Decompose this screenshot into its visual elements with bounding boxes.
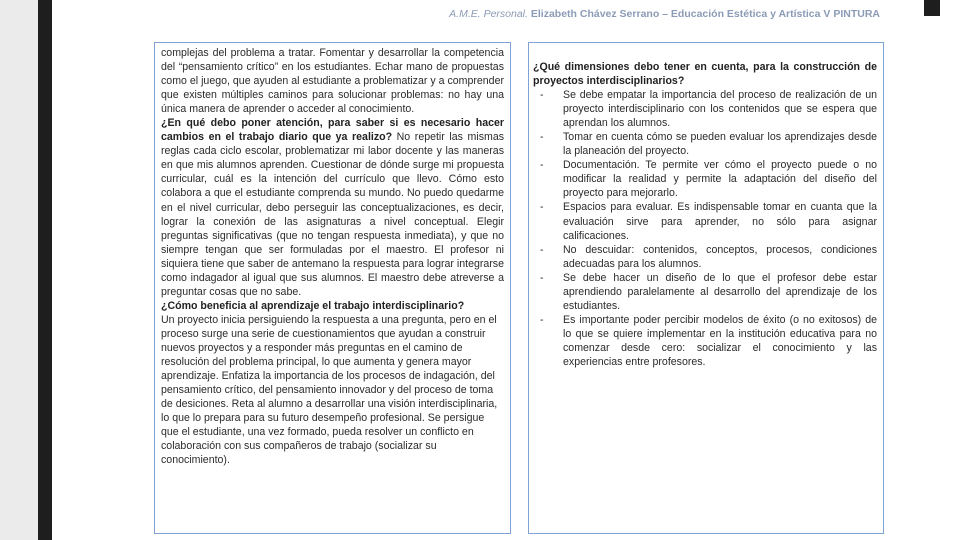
slide-left-bar — [0, 0, 38, 540]
header-author: Elizabeth Chávez Serrano – Educación Estética y Artística V PINTURA — [530, 8, 880, 20]
header-brand: A.M.E. Personal. — [449, 8, 528, 20]
bullet-dash: - — [540, 243, 544, 256]
bullet-dash: - — [540, 159, 544, 172]
list-item: - Espacios para evaluar. Es indispensable tomar en cuanta que la evaluación sirve para aprender, no sólo para asignar calificaciones. — [540, 201, 877, 242]
right-text-box — [528, 42, 884, 534]
list-item: - Se debe empatar la importancia del proceso de realización de un proyecto interdisciplinario con los contenidos que se espera que aprendan los alumnos. — [540, 89, 877, 130]
question-benefit: ¿Cómo beneficia al aprendizaje el trabajo interdisciplinario? — [161, 299, 465, 312]
list-item: - Documentación. Te permite ver cómo el proyecto puede o no modificar la realidad y permite la adaptación del diseño del proyecto para mejorarlo. — [540, 159, 877, 200]
bullet-dash: - — [540, 131, 544, 144]
list-item: - No descuidar: contenidos, conceptos, procesos, condiciones adecuadas para los alumnos. — [540, 243, 877, 270]
dimensions-list — [533, 88, 877, 369]
question-dimensions: ¿Qué dimensiones debo tener en cuenta, para la construcción de proyectos interdisciplinarios? — [533, 61, 877, 88]
slide-corner-accent — [924, 0, 940, 16]
bullet-dash: - — [540, 89, 544, 102]
left-paragraph-2 — [161, 116, 504, 299]
left-paragraph-3: Un proyecto inicia persiguiendo la respuesta a una pregunta, pero en el proceso surge una serie de cuestionamientos que ayudan a construir nuevos proyectos y a responder más preguntas en el camino de resolución del problema principal, lo que aumenta y genera mayor aprendizaje. Enfatiza la importancia de los procesos de indagación, del pensamiento crítico, del pensamiento innovador y del proceso de toma de desiciones. Reta al alumno a desarrollar una visión interdisciplinaria, lo que lo prepara para su futuro desempeño profesional. Se persigue que el estudiante, una vez formado, pueda resolver un conflicto en colaboración con sus compañeros de trabajo (socializar su conocimiento). — [161, 313, 498, 467]
slide-header — [148, 8, 880, 20]
list-item: - Se debe hacer un diseño de lo que el profesor debe estar aprendiendo paralelamente al desarrollo del aprendizaje de los estudiantes. — [540, 271, 877, 312]
list-item: - Tomar en cuenta cómo se pueden evaluar los aprendizajes desde la planeación del proyecto. — [540, 131, 877, 158]
bullet-dash: - — [540, 271, 544, 284]
slide-left-dark-stripe — [38, 0, 52, 540]
left-text-box — [154, 42, 511, 534]
bullet-dash: - — [540, 201, 544, 214]
list-item: - Es importante poder percibir modelos de éxito (o no exitosos) de lo que se quiere implementar en la institución educativa para no comenzar desde cero: socializar el conocimiento y las experiencias entre profesores. — [540, 313, 877, 368]
answer-attention: No repetir las mismas reglas cada ciclo escolar, problematizar mi labor docente y las maneras en que mis alumnos aprenden. Cuestionar de dónde surge mi propuesta curricular, cuál es la intención del currículo que llevo. Cómo esto colabora a que el estudiante comprenda su mundo. No puedo quedarme en el nivel curricular, debo perseguir las conceptualizaciones, es decir, lograr la conexión de las asignaturas a nivel conceptual. Elegir preguntas significativas (que no tengan respuesta inmediata), y que no siempre tengan que ser formuladas por el maestro. El profesor ni siquiera tiene que saber de antemano la respuesta para lograr integrarse como indagador al igual que sus alumnos. El maestro debe atreverse a preguntar cosas que no sabe. — [161, 131, 505, 298]
question-attention: ¿En qué debo poner atención, para saber si es necesario hacer cambios en el trabajo diario que ya realizo? — [161, 117, 504, 144]
left-paragraph-1: complejas del problema a tratar. Fomentar y desarrollar la competencia del “pensamiento crítico” en los estudiantes. Echar mano de propuestas como el juego, que ayuden al estudiante a problematizar y a comprender que existen múltiples caminos para solucionar problemas: no hay una única manera de aprender o acceder al conocimiento. — [161, 47, 504, 116]
bullet-dash: - — [540, 313, 544, 326]
